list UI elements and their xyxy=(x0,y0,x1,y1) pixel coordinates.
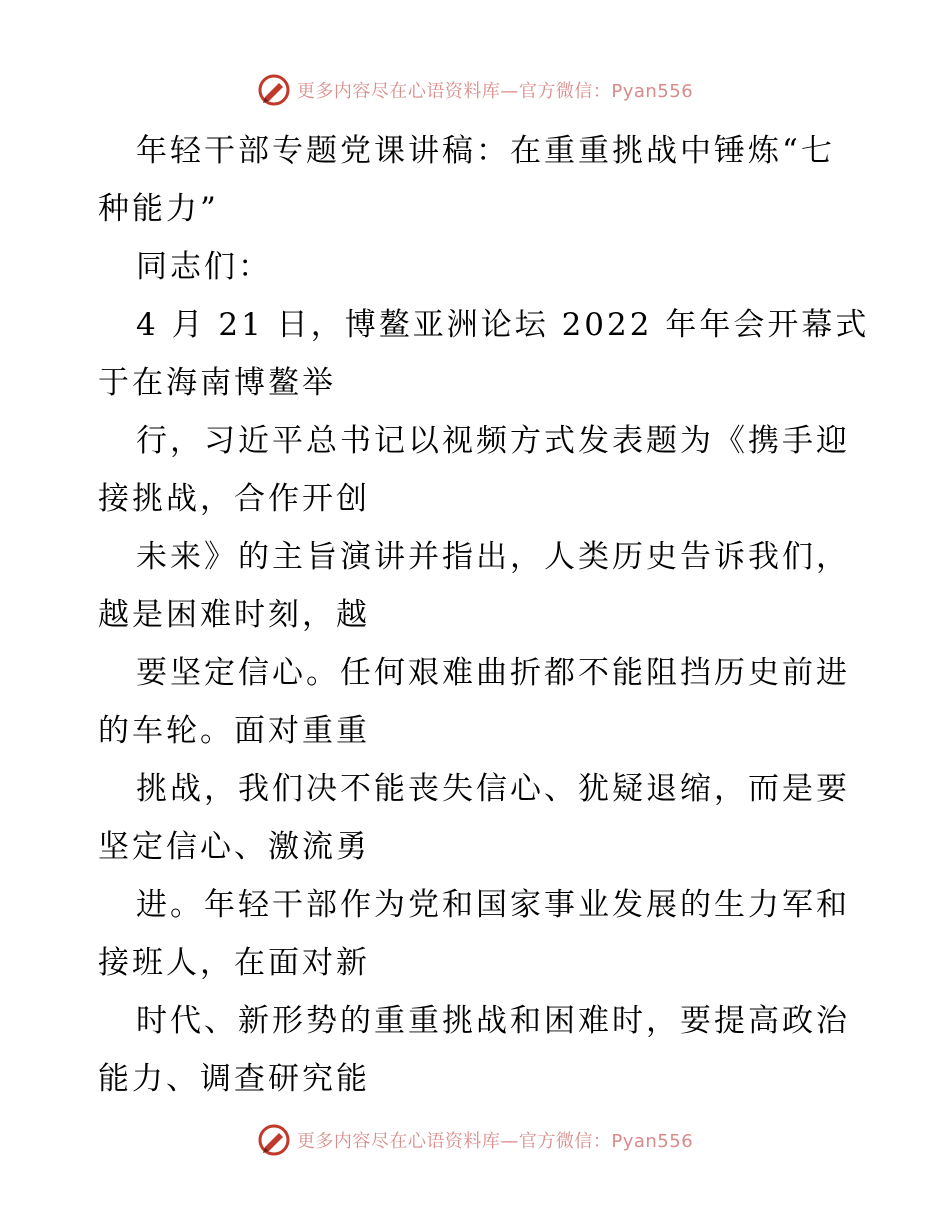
body-line: 时代、新形势的重重挑战和困难时，要提高政治 xyxy=(136,1003,850,1039)
body-line: 进。年轻干部作为党和国家事业发展的生力军和 xyxy=(136,887,850,923)
body-line: 未来》的主旨演讲并指出，人类历史告诉我们， xyxy=(136,539,850,575)
footer-watermark-banner xyxy=(0,1120,950,1160)
title-line-2: 种能力” xyxy=(98,191,219,227)
body-line: 4 月 21 日，博鳌亚洲论坛 2022 年年会开幕式 xyxy=(136,307,870,343)
body-line: 能力、调查研究能 xyxy=(98,1061,370,1097)
header-banner-text: 更多内容尽在心语资料库—官方微信：Pyan556 xyxy=(296,81,694,102)
body-line: 于在海南博鳌举 xyxy=(98,365,336,401)
body-line: 行，习近平总书记以视频方式发表题为《携手迎 xyxy=(136,423,850,459)
pen-logo-icon xyxy=(257,1123,291,1157)
body-line: 要坚定信心。任何艰难曲折都不能阻挡历史前进 xyxy=(136,655,850,691)
document-body xyxy=(98,122,870,1108)
pen-logo-icon xyxy=(257,73,291,107)
footer-banner-text: 更多内容尽在心语资料库—官方微信：Pyan556 xyxy=(296,1131,694,1152)
title-line-1: 年轻干部专题党课讲稿：在重重挑战中锤炼“七 xyxy=(136,133,835,169)
body-line: 越是困难时刻，越 xyxy=(98,597,370,633)
salutation: 同志们： xyxy=(136,249,272,285)
body-line: 的车轮。面对重重 xyxy=(98,713,370,749)
body-line: 接挑战，合作开创 xyxy=(98,481,370,517)
body-line: 挑战，我们决不能丧失信心、犹疑退缩，而是要 xyxy=(136,771,850,807)
body-line: 接班人，在面对新 xyxy=(98,945,370,981)
header-watermark-banner xyxy=(0,70,950,110)
body-line: 坚定信心、激流勇 xyxy=(98,829,370,865)
